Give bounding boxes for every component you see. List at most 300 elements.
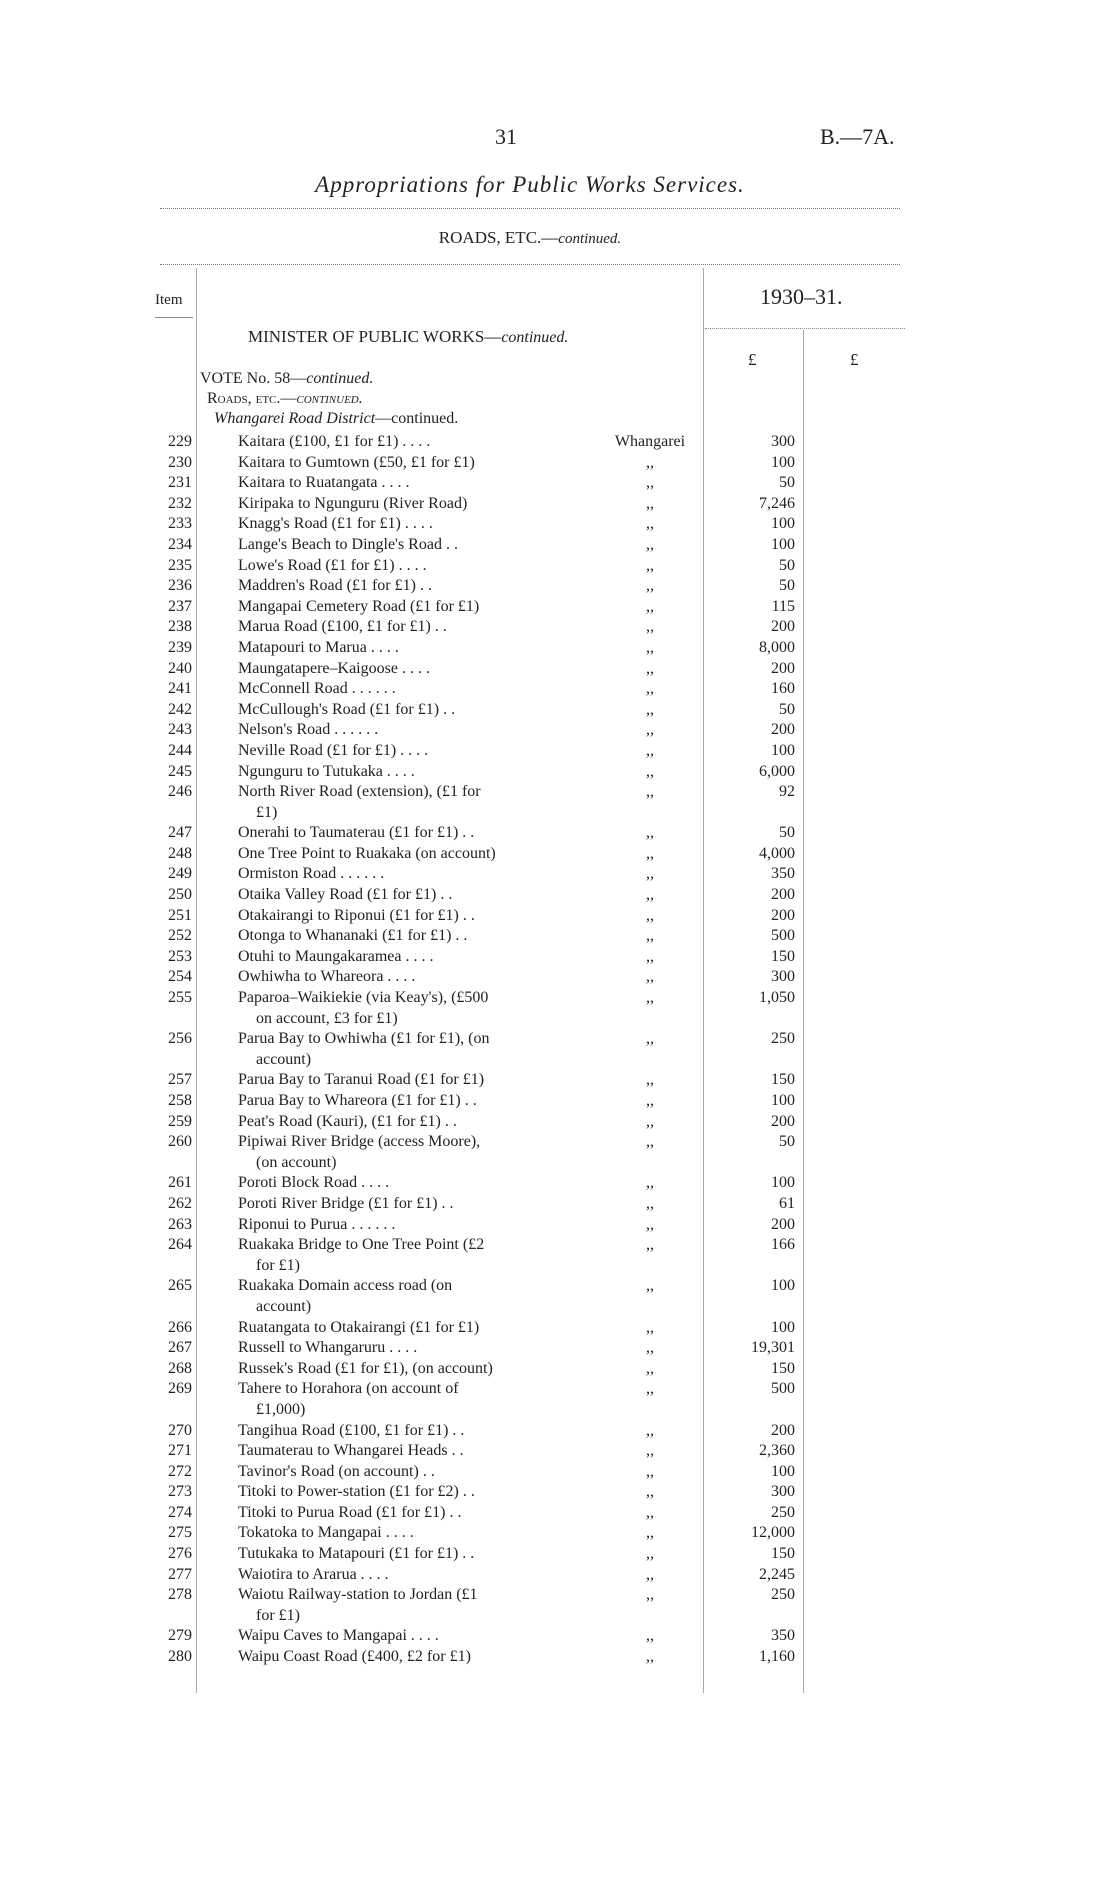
table-row (0, 1194, 1114, 1215)
district-place: ,, (646, 1565, 654, 1583)
item-column-header: Item (155, 292, 183, 308)
table-row (0, 741, 1114, 762)
table-row (0, 762, 1114, 783)
item-number: 259 (168, 1112, 192, 1130)
description-line: Russek's Road (£1 for £1), (on account) (238, 1359, 493, 1377)
district-place: ,, (646, 1462, 654, 1480)
description-line: Nelson's Road . . . . . . (238, 721, 379, 739)
amount: 200 (771, 1421, 795, 1439)
district-place: ,, (646, 865, 654, 883)
amount: 100 (771, 741, 795, 759)
item-number: 252 (168, 927, 192, 945)
description-line: Taumaterau to Whangarei Heads . . (238, 1442, 464, 1460)
amount: 500 (771, 927, 795, 945)
item-description (238, 1421, 568, 1442)
description-continuation: account) (256, 1050, 312, 1068)
item-description (238, 1070, 568, 1091)
district-place: ,, (646, 494, 654, 512)
district-place: ,, (646, 577, 654, 595)
amount: 100 (771, 1318, 795, 1336)
amount: 150 (771, 1545, 795, 1563)
item-number: 243 (168, 721, 192, 739)
year-header-rule (705, 328, 905, 329)
amount: 200 (771, 886, 795, 904)
item-number: 260 (168, 1133, 192, 1151)
table-row (0, 1070, 1114, 1091)
description-line: Waipu Caves to Mangapai . . . . (238, 1627, 439, 1645)
table-row (0, 1482, 1114, 1503)
item-number: 255 (168, 989, 192, 1007)
item-description (238, 741, 568, 762)
description-line: Otonga to Whananaki (£1 for £1) . . (238, 927, 468, 945)
description-line: Titoki to Power-station (£1 for £2) . . (238, 1483, 475, 1501)
district-place: ,, (646, 1586, 654, 1604)
table-row (0, 844, 1114, 865)
district-place: ,, (646, 1277, 654, 1295)
amount: 6,000 (759, 762, 795, 780)
table-row (0, 885, 1114, 906)
minister-heading (248, 327, 568, 347)
description-line: Parua Bay to Taranui Road (£1 for £1) (238, 1071, 485, 1089)
description-line: Lowe's Road (£1 for £1) . . . . (238, 556, 427, 574)
item-description (238, 556, 568, 577)
item-number: 233 (168, 515, 192, 533)
item-description (238, 1565, 568, 1586)
district-place: ,, (646, 1503, 654, 1521)
table-row (0, 1647, 1114, 1668)
description-line: Knagg's Road (£1 for £1) . . . . (238, 515, 433, 533)
item-number: 245 (168, 762, 192, 780)
item-description (238, 597, 568, 618)
district-place: ,, (646, 1339, 654, 1357)
item-number: 257 (168, 1071, 192, 1089)
item-description (238, 926, 568, 947)
description-line: Ruatangata to Otakairangi (£1 for £1) (238, 1318, 480, 1336)
amount: 115 (771, 597, 795, 615)
district-place: ,, (646, 1133, 654, 1151)
item-number: 246 (168, 783, 192, 801)
description-continuation: for £1) (256, 1256, 300, 1274)
item-number: 265 (168, 1277, 192, 1295)
page-title: Appropriations for Public Works Services. (315, 172, 745, 197)
district-place: ,, (646, 1359, 654, 1377)
description-continuation: £1,000) (256, 1400, 306, 1418)
table-row (0, 1565, 1114, 1586)
amount: 50 (779, 474, 795, 492)
table-row (0, 823, 1114, 844)
item-number: 256 (168, 1030, 192, 1048)
item-number: 235 (168, 556, 192, 574)
district-place: ,, (646, 844, 654, 862)
table-row (0, 659, 1114, 680)
item-number: 229 (168, 433, 192, 450)
section-subtitle (0, 228, 1060, 248)
item-description (238, 1544, 568, 1565)
title-divider (160, 208, 900, 209)
item-description (238, 473, 568, 494)
item-number: 270 (168, 1421, 192, 1439)
description-line: Poroti Block Road . . . . (238, 1174, 390, 1192)
item-description (238, 514, 568, 535)
amount: 150 (771, 947, 795, 965)
district-place: ,, (646, 515, 654, 533)
item-number: 241 (168, 680, 192, 698)
item-description (238, 1276, 568, 1317)
description-line: Waiotu Railway-station to Jordan (£1 (238, 1586, 478, 1604)
amount: 4,000 (759, 844, 795, 862)
table-row (0, 576, 1114, 597)
item-number: 268 (168, 1359, 192, 1377)
amount: 300 (771, 968, 795, 986)
amount: 7,246 (759, 494, 795, 512)
district-place: ,, (646, 618, 654, 636)
item-number: 263 (168, 1215, 192, 1233)
item-description (238, 1091, 568, 1112)
description-line: Kiripaka to Ngunguru (River Road) (238, 494, 468, 512)
item-number: 248 (168, 844, 192, 862)
description-line: Onerahi to Taumaterau (£1 for £1) . . (238, 824, 475, 842)
description-line: Maddren's Road (£1 for £1) . . (238, 577, 432, 595)
table-row (0, 494, 1114, 515)
amount: 50 (779, 700, 795, 718)
item-number: 261 (168, 1174, 192, 1192)
district-place: ,, (646, 721, 654, 739)
description-line: Parua Bay to Owhiwha (£1 for £1), (on (238, 1030, 490, 1048)
item-number: 276 (168, 1545, 192, 1563)
amount: 100 (771, 1092, 795, 1109)
description-line: Mangapai Cemetery Road (£1 for £1) (238, 597, 480, 615)
item-number: 266 (168, 1318, 192, 1336)
district-place: ,, (646, 474, 654, 492)
table-row (0, 1173, 1114, 1194)
table-row (0, 1276, 1114, 1317)
district-place: ,, (646, 1545, 654, 1563)
table-row (0, 700, 1114, 721)
item-description (238, 947, 568, 968)
item-description (238, 1235, 568, 1276)
district-place: ,, (646, 947, 654, 965)
district-place: ,, (646, 783, 654, 801)
amount: 61 (779, 1194, 795, 1212)
table-row (0, 967, 1114, 988)
amount: 2,245 (759, 1565, 795, 1583)
item-number: 271 (168, 1442, 192, 1460)
district-place: ,, (646, 1215, 654, 1233)
amount: 500 (771, 1380, 795, 1398)
table-row (0, 906, 1114, 927)
description-line: Neville Road (£1 for £1) . . . . (238, 741, 429, 759)
description-line: Ormiston Road . . . . . . (238, 865, 385, 883)
district-place: ,, (646, 638, 654, 656)
item-number: 242 (168, 700, 192, 718)
table-top-rule (160, 264, 900, 265)
item-description (238, 1359, 568, 1380)
item-description (238, 1318, 568, 1339)
description-line: Tutukaka to Matapouri (£1 for £1) . . (238, 1545, 475, 1563)
district-place: ,, (646, 1380, 654, 1398)
item-description (238, 762, 568, 783)
district-place: ,, (646, 1483, 654, 1501)
table-row (0, 535, 1114, 556)
item-description (238, 1503, 568, 1524)
description-line: Paparoa–Waikiekie (via Keay's), (£500 (238, 989, 489, 1007)
amount: 350 (771, 1627, 795, 1645)
district-place: ,, (646, 1627, 654, 1645)
item-description (238, 617, 568, 638)
table-row (0, 720, 1114, 741)
description-line: Otuhi to Maungakaramea . . . . (238, 947, 434, 965)
district-place: ,, (646, 1421, 654, 1439)
item-description (238, 988, 568, 1029)
table-row (0, 1544, 1114, 1565)
item-header-rule (155, 317, 193, 318)
table-row (0, 638, 1114, 659)
item-description (238, 700, 568, 721)
district-place: ,, (646, 1030, 654, 1048)
description-line: Parua Bay to Whareora (£1 for £1) . . (238, 1092, 477, 1109)
item-description (238, 535, 568, 556)
item-description (238, 1441, 568, 1462)
item-description (238, 1585, 568, 1626)
table-row (0, 1235, 1114, 1276)
amount: 50 (779, 824, 795, 842)
amount: 200 (771, 659, 795, 677)
description-line: Waipu Coast Road (£400, £2 for £1) (238, 1648, 471, 1666)
item-number: 273 (168, 1483, 192, 1501)
amount: 100 (771, 535, 795, 553)
item-number: 231 (168, 474, 192, 492)
item-description (238, 782, 568, 823)
item-description (238, 1194, 568, 1215)
description-line: Ngunguru to Tutukaka . . . . (238, 762, 415, 780)
minister-continued: continued. (501, 329, 569, 346)
district-place: ,, (646, 1174, 654, 1192)
item-description (238, 576, 568, 597)
roads-main: Roads, etc.— (207, 390, 297, 407)
item-number: 244 (168, 741, 192, 759)
table-row (0, 514, 1114, 535)
description-line: Ruakaka Bridge to One Tree Point (£2 (238, 1236, 485, 1254)
item-description (238, 1338, 568, 1359)
description-line: Kaitara (£100, £1 for £1) . . . . (238, 433, 431, 450)
amount: 100 (771, 453, 795, 471)
table-row (0, 782, 1114, 823)
description-line: Owhiwha to Whareora . . . . (238, 968, 416, 986)
currency-symbol-1: £ (748, 350, 757, 369)
amount: 12,000 (751, 1524, 795, 1542)
description-line: Pipiwai River Bridge (access Moore), (238, 1133, 481, 1151)
table-row (0, 864, 1114, 885)
item-description (238, 1647, 568, 1668)
table-row (0, 617, 1114, 638)
amount: 1,160 (759, 1648, 795, 1666)
table-row (0, 1359, 1114, 1380)
item-description (238, 1029, 568, 1070)
description-line: Maungatapere–Kaigoose . . . . (238, 659, 430, 677)
description-line: Lange's Beach to Dingle's Road . . (238, 535, 458, 553)
item-number: 230 (168, 453, 192, 471)
description-line: Kaitara to Gumtown (£50, £1 for £1) (238, 453, 475, 471)
item-number: 250 (168, 886, 192, 904)
table-row (0, 1029, 1114, 1070)
item-number: 239 (168, 638, 192, 656)
item-number: 236 (168, 577, 192, 595)
minister-main: MINISTER OF PUBLIC WORKS— (248, 327, 502, 346)
district-place: ,, (646, 1648, 654, 1666)
district-place: ,, (646, 1318, 654, 1336)
district-name: Whangarei Road District (214, 410, 376, 427)
item-description (238, 1626, 568, 1647)
subtitle-main: ROADS, ETC.— (438, 228, 559, 247)
appropriation-rows (0, 432, 1114, 1668)
item-description (238, 432, 568, 453)
amount: 350 (771, 865, 795, 883)
amount: 100 (771, 1174, 795, 1192)
table-row (0, 947, 1114, 968)
item-description (238, 1112, 568, 1133)
item-number: 238 (168, 618, 192, 636)
description-line: Ruakaka Domain access road (on (238, 1277, 453, 1295)
table-row (0, 1379, 1114, 1420)
district-place: ,, (646, 597, 654, 615)
description-line: Marua Road (£100, £1 for £1) . . (238, 618, 447, 636)
amount: 8,000 (759, 638, 795, 656)
description-line: Titoki to Purua Road (£1 for £1) . . (238, 1503, 462, 1521)
amount: 300 (771, 433, 795, 450)
table-row (0, 556, 1114, 577)
district-place: ,, (646, 762, 654, 780)
amount: 150 (771, 1359, 795, 1377)
item-number: 240 (168, 659, 192, 677)
table-row (0, 1626, 1114, 1647)
vote-heading (200, 370, 373, 388)
description-line: Peat's Road (Kauri), (£1 for £1) . . (238, 1112, 457, 1130)
item-description (238, 967, 568, 988)
description-line: One Tree Point to Ruakaka (on account) (238, 844, 496, 862)
item-description (238, 844, 568, 865)
vote-continued: continued. (306, 370, 374, 387)
description-continuation: on account, £3 for £1) (256, 1009, 398, 1027)
district-place: ,, (646, 1194, 654, 1212)
item-number: 267 (168, 1339, 192, 1357)
item-number: 269 (168, 1380, 192, 1398)
item-number: 237 (168, 597, 192, 615)
item-number: 274 (168, 1503, 192, 1521)
table-row (0, 597, 1114, 618)
amount: 100 (771, 1462, 795, 1480)
item-description (238, 906, 568, 927)
item-number: 264 (168, 1236, 192, 1254)
item-number: 279 (168, 1627, 192, 1645)
table-row (0, 1462, 1114, 1483)
amount: 92 (779, 783, 795, 801)
table-row (0, 1132, 1114, 1173)
amount: 250 (771, 1030, 795, 1048)
description-line: Poroti River Bridge (£1 for £1) . . (238, 1194, 454, 1212)
amount: 2,360 (759, 1442, 795, 1460)
description-line: Tavinor's Road (on account) . . (238, 1462, 435, 1480)
amount: 100 (771, 515, 795, 533)
district-place: ,, (646, 700, 654, 718)
description-line: McCullough's Road (£1 for £1) . . (238, 700, 456, 718)
item-description (238, 720, 568, 741)
table-row (0, 1091, 1114, 1112)
item-number: 234 (168, 535, 192, 553)
vote-main: VOTE No. 58— (200, 370, 307, 387)
amount: 250 (771, 1503, 795, 1521)
table-row (0, 1215, 1114, 1236)
amount: 1,050 (759, 989, 795, 1007)
item-description (238, 1215, 568, 1236)
table-row (0, 1338, 1114, 1359)
item-number: 275 (168, 1524, 192, 1542)
description-continuation: £1) (256, 803, 278, 821)
description-line: North River Road (extension), (£1 for (238, 783, 481, 801)
description-line: Russell to Whangaruru . . . . (238, 1339, 418, 1357)
item-number: 280 (168, 1648, 192, 1666)
table-row (0, 1503, 1114, 1524)
item-number: 262 (168, 1194, 192, 1212)
amount: 150 (771, 1071, 795, 1089)
roads-continued: continued. (296, 390, 363, 407)
description-continuation: for £1) (256, 1606, 300, 1624)
item-description (238, 1523, 568, 1544)
district-place: ,, (646, 556, 654, 574)
item-number: 251 (168, 906, 192, 924)
table-row (0, 1112, 1114, 1133)
item-description (238, 1379, 568, 1420)
amount: 19,301 (751, 1339, 795, 1357)
item-description (238, 864, 568, 885)
district-place: ,, (646, 1442, 654, 1460)
district-place: ,, (646, 906, 654, 924)
description-line: Kaitara to Ruatangata . . . . (238, 474, 410, 492)
description-line: Riponui to Purua . . . . . . (238, 1215, 396, 1233)
district-place: ,, (646, 680, 654, 698)
amount: 200 (771, 721, 795, 739)
item-number: 258 (168, 1092, 192, 1109)
district-place: ,, (646, 927, 654, 945)
item-description (238, 885, 568, 906)
district-place: ,, (646, 453, 654, 471)
item-description (238, 679, 568, 700)
description-line: Tahere to Horahora (on account of (238, 1380, 459, 1398)
roads-heading (207, 390, 363, 408)
table-row (0, 432, 1114, 453)
district-place: ,, (646, 659, 654, 677)
item-description (238, 453, 568, 474)
description-continuation: (on account) (256, 1153, 337, 1171)
district-heading (214, 410, 458, 428)
description-continuation: account) (256, 1297, 312, 1315)
table-row (0, 453, 1114, 474)
amount: 50 (779, 1133, 795, 1151)
amount: 50 (779, 556, 795, 574)
amount: 160 (771, 680, 795, 698)
item-description (238, 1173, 568, 1194)
document-reference: B.—7A. (820, 124, 895, 149)
amount: 166 (771, 1236, 795, 1254)
item-number: 277 (168, 1565, 192, 1583)
amount: 250 (771, 1586, 795, 1604)
table-row (0, 926, 1114, 947)
table-row (0, 1421, 1114, 1442)
description-line: McConnell Road . . . . . . (238, 680, 396, 698)
item-number: 254 (168, 968, 192, 986)
subtitle-continued: continued. (558, 231, 622, 247)
table-row (0, 988, 1114, 1029)
item-number: 253 (168, 947, 192, 965)
